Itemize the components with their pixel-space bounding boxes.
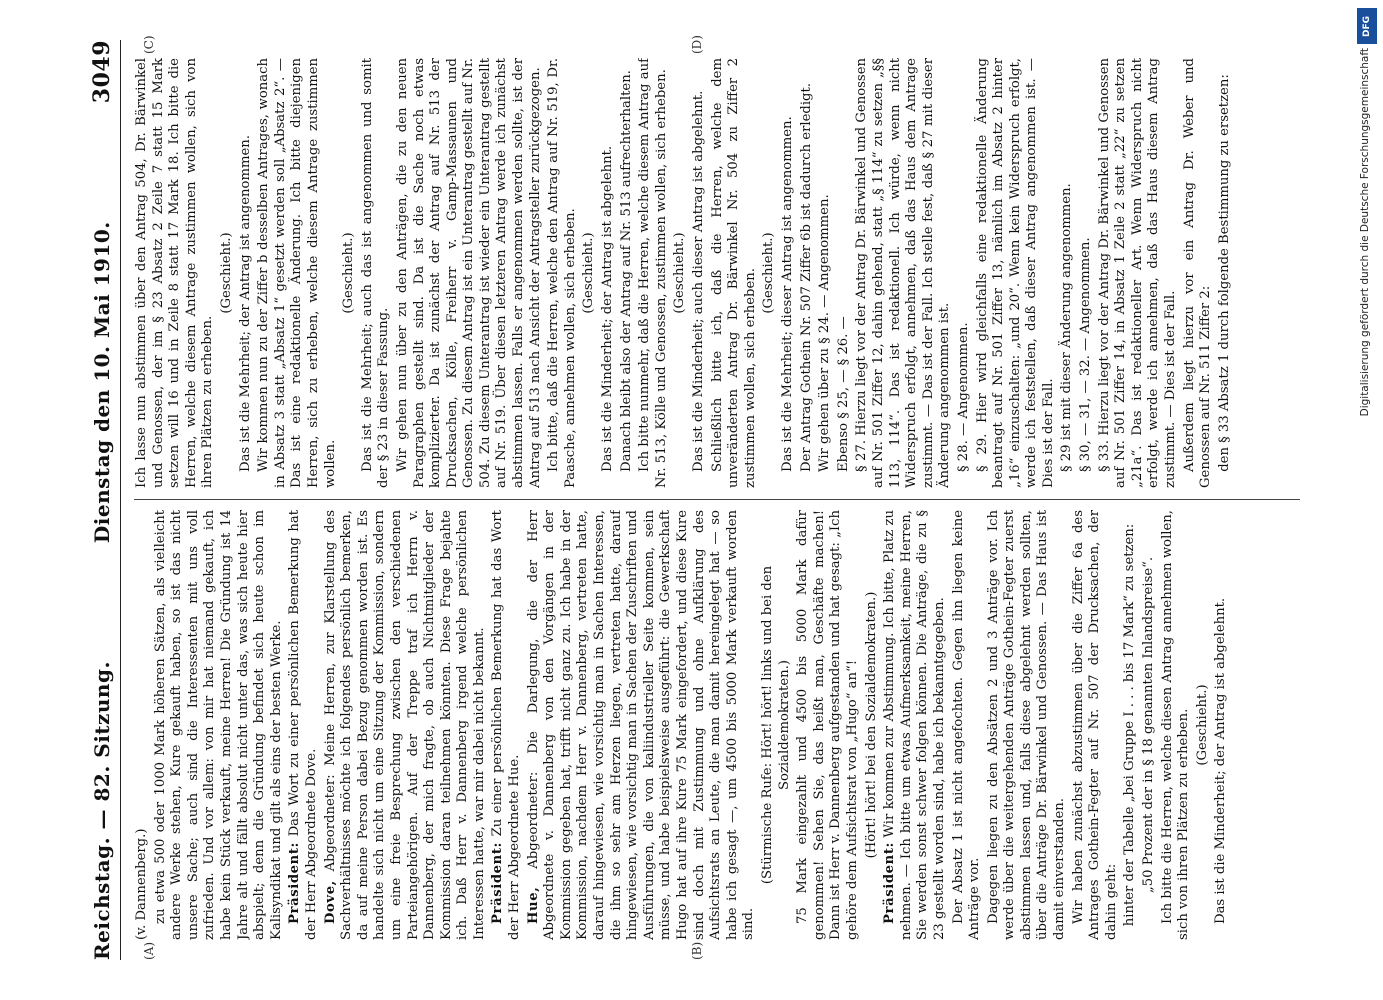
stage-direction: (Geschieht.) bbox=[581, 232, 597, 314]
text-paragraph: Dagegen liegen zu den Absätzen 2 und 3 Anträge vor. Ich werde über die weitergehenden Anträge Gothein-Fegter zuerst abstimmen lassen und, falls diese abgelehnt werden sollten, über die Anträge Dr. Bärwinkel und Genossen. — Das Haus ist damit einverstanden. bbox=[985, 510, 1068, 940]
text-paragraph: § 33. Hierzu liegt vor der Antrag Dr. Bärwinkel und Genossen auf Nr. 501 Ziffer 14, in Absatz 1 Zeile 2 statt „22“ zu setzen „21a“. Das ist redaktioneller Art. Wenn Widerspruch nicht erfolgt, werde ich annehmen, daß das Haus diesem Antrag zustimmt. — Dies ist der Fall. bbox=[1096, 58, 1179, 488]
text-paragraph: Das ist die Minderheit; der Antrag ist abgelehnt. bbox=[1213, 597, 1229, 924]
stage-direction: (Stürmische Rufe: Hört! hört! links und bei den Sozialdemokraten.) bbox=[759, 565, 792, 885]
header-left: Reichstag. — 82. Sitzung. bbox=[90, 661, 114, 960]
text-paragraph: § 29. Hier wird gleichfalls eine redaktionelle Änderung beantragt auf Nr. 501 Ziffer 13, nämlich im Absatz 2 hinter „16“ einzuschalten: „und 20“. Wenn kein Widerspruch erfolgt, werde ich feststellen, daß dieser Antrag angenommen ist. — Dies ist der Fall. bbox=[974, 58, 1056, 488]
speech-paragraph bbox=[287, 510, 320, 940]
stage-direction: „50 Prozent der in § 18 genannten Inlandspreise“. bbox=[1141, 556, 1157, 894]
speech-paragraph bbox=[526, 510, 758, 940]
speech-text: Abgeordneter: Meine Herren, zur Klarstellung des Sachverhältnisses möchte ich folgendes persönlich bemerken, da auf meine Person dabei Bezug genommen worden ist. Es handelte sich nicht um eine Sitzung der Kommission, sondern um eine freie Besprechung zwischen den verschiedenen Parteiangehörigen. Auf der Treppe traf ich Herrn v. Dannenberg, der mich fragte, ob auch Nichtmitglieder der Kommission daran teilnehmen könnten. Diese Frage bejahte ich. Daß Herr v. Dannenberg irgend welche persönlichen Interessen hatte, war mir dabei nicht bekannt. bbox=[322, 510, 487, 940]
dfg-credit-text: Digitalisierung gefördert durch die Deutsche Forschungsgemeinschaft bbox=[1359, 48, 1371, 417]
text-paragraph: Das ist die Mehrheit; dieser Antrag ist angenommen. bbox=[779, 116, 795, 472]
speaker-name: Präsident: bbox=[287, 841, 303, 924]
page-number: 3049 bbox=[89, 40, 115, 104]
stage-direction: (Geschieht.) bbox=[761, 232, 777, 314]
speech-text: Abgeordneter: Die Darlegung, die der Herr Abgeordnete v. Dannenberg von den Vorgängen in der Kommission gegeben hat, trifft nicht ganz zu. Ich habe in der Kommission, nachdem Herr v. Dannenberg, vertreten hatte, darauf hingewiesen, wie vorsichtig man in Sachen Interessen, die ihm so sehr am Herzen liegen, vertreten hatte, darauf hingewiesen, wie vorsichtig man in Sachen der Zuschriften und Ausführungen, die von kaliindustrieller Seite kommen, sein müsse, und habe beispielsweise ausgeführt: die Gewerkschaft Hugo hat auf ihre Kure 75 Mark eingefordert, und diese Kure sind doch mit Zustimmung und ohne Aufklärung des Aufsichtsrats an Leute, die man damit hereingelegt hat — so habe ich gesagt —, um 4500 bis 5000 Mark verkauft worden sind. bbox=[525, 510, 757, 940]
stage-direction: (Geschieht.) bbox=[1194, 684, 1210, 766]
speech-paragraph bbox=[882, 510, 948, 940]
speaker-name: Präsident: bbox=[882, 841, 898, 924]
text-paragraph: § 30, — 31, — 32. — Angenommen. bbox=[1078, 237, 1094, 472]
text-paragraph: Ebenso § 25, — § 26. — bbox=[835, 316, 851, 472]
text-paragraph: Das ist die Minderheit; der Antrag ist abgelehnt. bbox=[600, 145, 616, 472]
margin-marker-b: (B) bbox=[690, 941, 704, 960]
text-paragraph: Wir gehen über zu § 24. — Angenommen. bbox=[817, 194, 833, 472]
document-page bbox=[50, 0, 1350, 1000]
text-paragraph: Wir kommen nun zu der Ziffer b desselben Antrages, wonach in Absatz 3 statt „Absatz 1“ gesetzt werden soll „Absatz 2“. — Das ist eine redaktionelle Änderung. Ich bitte diejenigen Herren, sich zu erheben, welche diesem Antrage zustimmen wollen. bbox=[256, 58, 338, 488]
text-paragraph: Schließlich bitte ich, daß die Herren, welche dem unveränderten Antrag Dr. Bärwinkel Nr. 504 zu Ziffer 2 zustimmen wollen, sich erheben. bbox=[709, 58, 758, 488]
column-divider bbox=[134, 499, 1300, 500]
speaker-name: Hue, bbox=[525, 886, 541, 924]
text-paragraph: Das ist die Mehrheit; auch das ist angenommen und somit der § 23 in dieser Fassung. bbox=[359, 58, 392, 488]
text-paragraph: § 29 ist mit dieser Änderung angenommen. bbox=[1059, 183, 1075, 472]
text-paragraph: Danach bleibt also der Antrag auf Nr. 513 aufrechterhalten. bbox=[618, 70, 634, 472]
stage-direction: hinter der Tabelle „bei Gruppe I . . . bis 17 Mark“ zu setzen: bbox=[1122, 523, 1138, 927]
left-text-column bbox=[134, 510, 1310, 940]
speaker-name: Dove, bbox=[322, 880, 338, 924]
text-paragraph: Das ist die Mehrheit; der Antrag ist angenommen. bbox=[237, 135, 253, 472]
speech-paragraph bbox=[323, 510, 489, 940]
margin-marker-c: (C) bbox=[142, 35, 156, 54]
margin-marker-d: (D) bbox=[690, 35, 704, 54]
text-paragraph: zu etwa 500 oder 1000 Mark höheren Sätzen, als vielleicht andere Werke stehen, Kure gekauft haben, so ist das nicht unsere Sache; auch sind die Interessenten mit uns voll zufrieden. Und vor allem: von mir hat niemand gekauft, ich habe kein Stück verkauft, meine Herren! Die Gründung ist 14 Jahre alt und fällt absolut nicht unter das, was sich heute hier abspielt; denn die Gründung befindet sich heute schon im Kalisyndikat und gilt als eins der besten Werke. bbox=[152, 510, 284, 940]
dfg-watermark bbox=[1355, 8, 1379, 992]
right-text-column bbox=[134, 58, 1310, 488]
stage-direction: den § 33 Absatz 1 durch folgende Bestimmung zu ersetzen: bbox=[1216, 74, 1232, 472]
speaker-name: Präsident: bbox=[490, 841, 506, 924]
text-paragraph: Ich bitte die Herren, welche diesen Antrag annehmen wollen, sich von ihren Plätzen zu erheben. bbox=[1159, 510, 1192, 940]
text-paragraph: Wir haben zunächst abzustimmen über die Ziffer 6a des Antrages Gothein-Fegter auf Nr. 507 der Drucksachen, der dahin geht: bbox=[1070, 510, 1119, 940]
stage-direction: (Geschieht.) bbox=[218, 232, 234, 314]
text-paragraph: Ich lasse nun abstimmen über den Antrag 504, Dr. Bärwinkel und Genossen, der im § 23 Absatz 2 Zeile 7 statt 15 Mark setzen will 16 und in Zeile 8 statt 17 Mark 18. Ich bitte die Herren, welche diesem Antrage zustimmen wollen, sich von ihren Plätzen zu erheben. bbox=[134, 58, 216, 488]
speech-text: Wir kommen zur Abstimmung. Ich bitte, Platz zu nehmen. — Ich bitte um etwas Aufmerksamkeit, meine Herren, Sie werden sonst schwer folgen können. Die Anträge, die zu § 23 gestellt worden sind, habe ich bekanntgegeben. bbox=[882, 510, 947, 940]
text-paragraph: § 28. — Angenommen. bbox=[955, 322, 971, 472]
header-date: Dienstag den 10. Mai 1910. bbox=[90, 221, 114, 544]
text-paragraph: Ich bitte, daß die Herren, welche den Antrag auf Nr. 519, Dr. Paasche, annehmen wollen, sich erheben. bbox=[546, 58, 578, 488]
stage-direction: (Geschieht.) bbox=[672, 232, 688, 314]
text-paragraph: Der Absatz 1 ist nicht angefochten. Gegen ihn liegen keine Anträge vor. bbox=[950, 510, 983, 940]
text-paragraph: 75 Mark eingezahlt und 4500 bis 5000 Mark dafür genommen! Sehen Sie, das heißt man, Geschäfte machen! Dann ist Herr v. Dannenberg aufgestanden und hat gesagt: „Ich gehöre dem Aufsichtsrat von „Hugo“ an“! bbox=[795, 510, 860, 940]
text-paragraph: Wir gehen nun über zu den Anträgen, die zu den neuen Paragraphen gestellt sind. Da ist die Sache noch etwas komplizierter. Da ist zunächst der Antrag auf Nr. 513 der Drucksachen, Kölle, Freiherr v. Gamp-Massaunen und Genossen. Zu diesem Antrag ist ein Unterantrag gestellt auf Nr. 504. Zu diesem Unterantrag ist wieder ein Unterantrag gestellt auf Nr. 519. Über diesen letzteren Antrag werde ich zunächst abstimmen lassen. Falls er angenommen werden sollte, ist der Antrag auf 513 nach Ansicht der Antragsteller zurückgezogen. bbox=[394, 58, 543, 488]
text-paragraph: Das ist die Minderheit; auch dieser Antrag ist abgelehnt. bbox=[691, 90, 706, 472]
stage-direction: (Geschieht.) bbox=[341, 232, 357, 314]
text-paragraph: § 27. Hierzu liegt vor der Antrag Dr. Bärwinkel und Genossen auf Nr. 501 Ziffer 12, dahin gehend, statt „§ 114“ zu setzen „§§ 113, 114“. Das ist redaktionell. Ich würde, wenn nicht Widerspruch erfolgt, annehmen, daß das Haus dem Antrage zustimmt. — Das ist der Fall. Ich stelle fest, daß § 27 mit dieser Änderung angenommen ist. bbox=[854, 58, 953, 488]
text-paragraph: Außerdem liegt hierzu vor ein Antrag Dr. Weber und Genossen auf Nr. 511 Ziffer 2: bbox=[1181, 58, 1214, 488]
margin-marker-a: (A) bbox=[142, 941, 156, 960]
speech-text: Zu einer persönlichen Bemerkung hat das Wort der Herr Abgeordnete Hue. bbox=[490, 510, 523, 940]
speech-text: Das Wort zu einer persönlichen Bemerkung hat der Herr Abgeordnete Dove. bbox=[287, 510, 319, 940]
text-paragraph: Ich bitte nunmehr, daß die Herren, welche diesem Antrag auf Nr. 513, Kölle und Genossen, zustimmen wollen, sich erheben. bbox=[637, 58, 669, 488]
page-header bbox=[84, 40, 121, 960]
text-paragraph: (v. Dannenberg.) bbox=[134, 828, 149, 940]
dfg-logo: DFG bbox=[1357, 8, 1377, 44]
speech-paragraph bbox=[490, 510, 523, 940]
stage-direction: (Hört! hört! bei den Sozialdemokraten.) bbox=[863, 591, 879, 859]
text-paragraph: Der Antrag Gothein Nr. 507 Ziffer 6b ist dadurch erledigt. bbox=[798, 83, 814, 472]
